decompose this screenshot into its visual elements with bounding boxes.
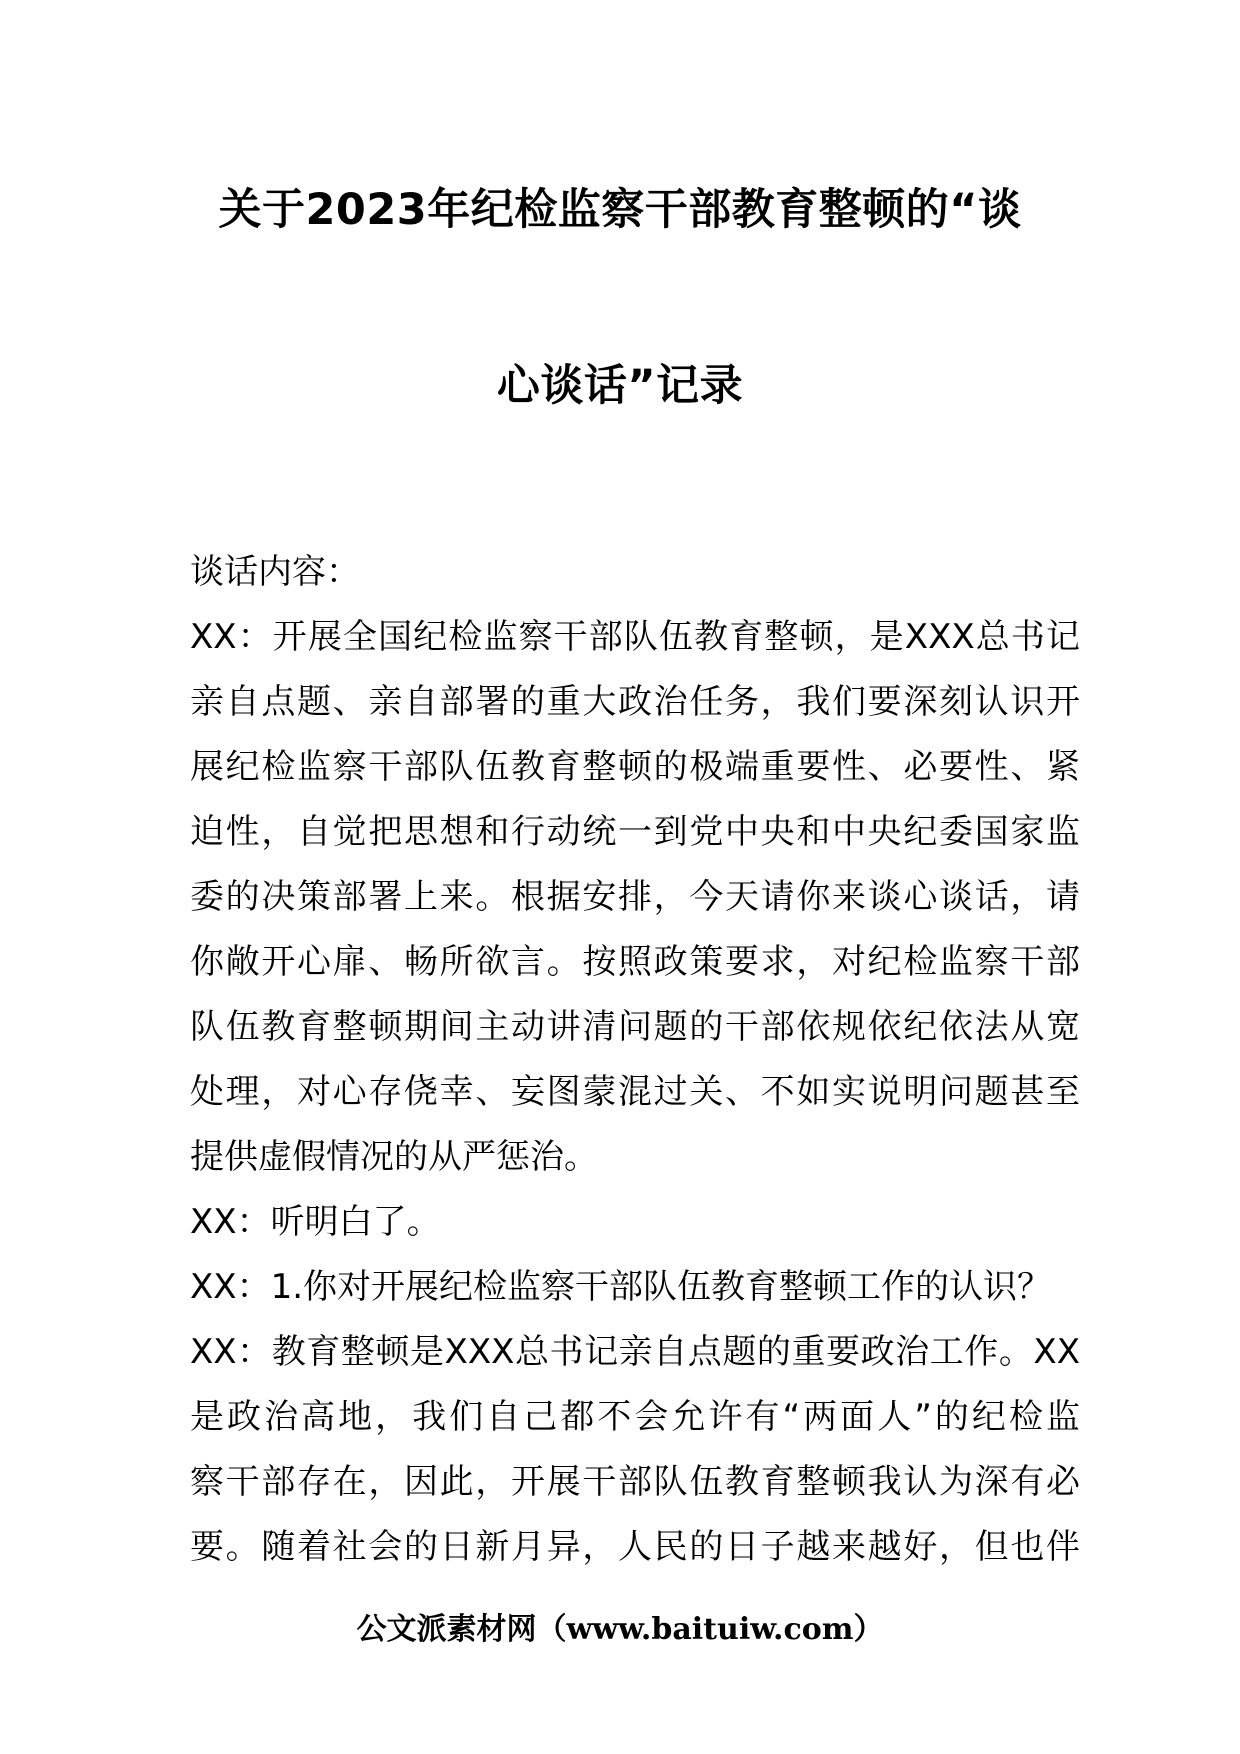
document-title-line-1: 关于2023年纪检监察干部教育整顿的“谈: [218, 185, 1022, 235]
body-line: XX：1.你对开展纪检监察干部队伍教育整顿工作的认识？: [190, 1267, 1052, 1307]
body-line: 谈话内容：: [190, 552, 360, 592]
document-title-line-2: 心谈话”记录: [496, 361, 744, 411]
body-line: 察干部存在，因此，开展干部队伍教育整顿我认为深有必: [190, 1462, 1080, 1502]
document-body: [190, 540, 1080, 1580]
body-line: 是政治高地，我们自己都不会允许有“两面人”的纪检监: [190, 1397, 1080, 1437]
body-line: 你敞开心扉、畅所欲言。按照政策要求，对纪检监察干部: [190, 942, 1080, 982]
body-line: 委的决策部署上来。根据安排，今天请你来谈心谈话，请: [190, 877, 1080, 917]
body-line: 提供虚假情况的从严惩治。: [190, 1137, 598, 1177]
body-line: 要。随着社会的日新月异，人民的日子越来越好，但也伴: [190, 1527, 1080, 1567]
body-line: XX：教育整顿是XXX总书记亲自点题的重要政治工作。XX: [190, 1332, 1080, 1372]
body-line: 亲自点题、亲自部署的重大政治任务，我们要深刻认识开: [190, 682, 1080, 722]
body-line: XX：开展全国纪检监察干部队伍教育整顿，是XXX总书记: [190, 617, 1080, 657]
footer-source-text: 公文派素材网（www.baituiw.com）: [356, 1612, 884, 1647]
body-line: 迫性，自觉把思想和行动统一到党中央和中央纪委国家监: [190, 812, 1080, 852]
body-line: 处理，对心存侥幸、妄图蒙混过关、不如实说明问题甚至: [190, 1072, 1080, 1112]
body-line: XX：听明白了。: [190, 1202, 441, 1242]
body-line: 展纪检监察干部队伍教育整顿的极端重要性、必要性、紧: [190, 747, 1080, 787]
body-line: 队伍教育整顿期间主动讲清问题的干部依规依纪依法从宽: [190, 1007, 1080, 1047]
